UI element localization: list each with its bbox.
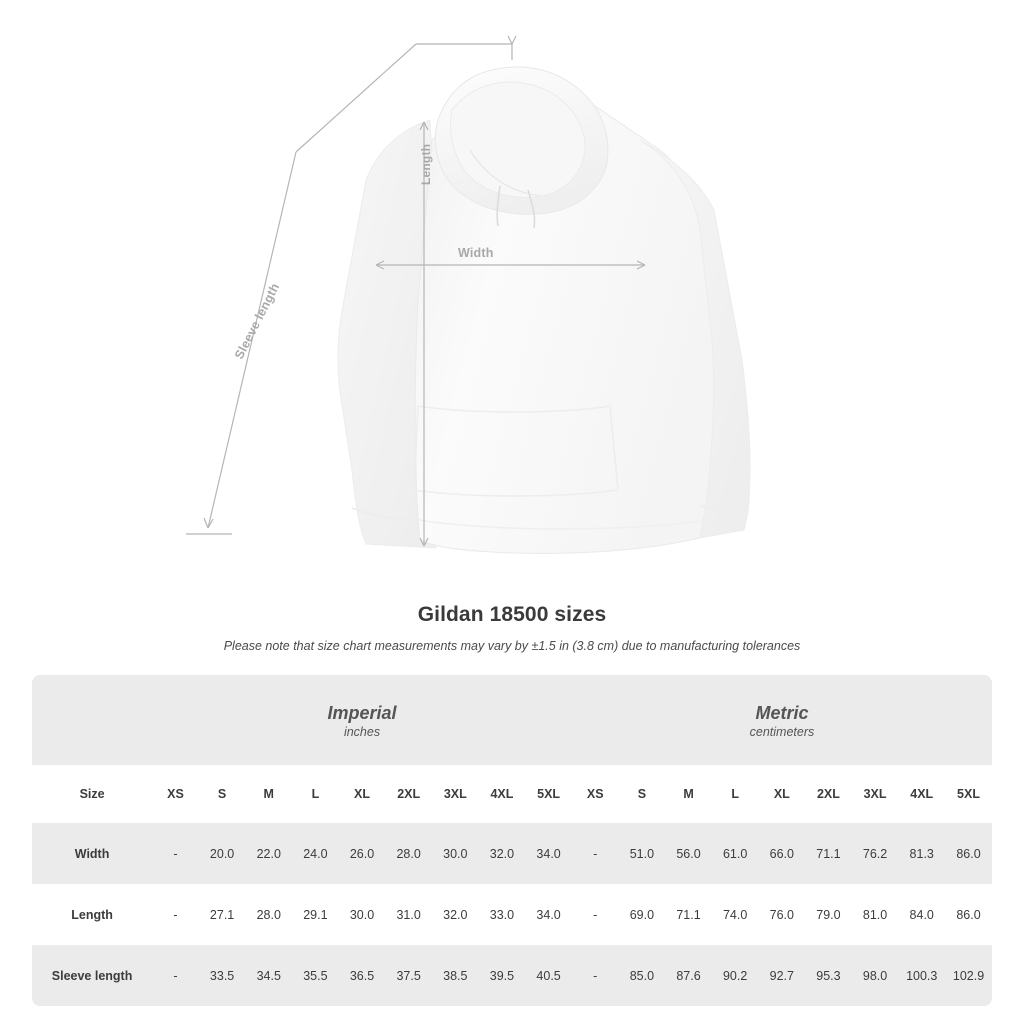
cell-sleeve-imperial-3xl: 38.5 bbox=[432, 945, 479, 1006]
cell-sleeve-imperial-l: 35.5 bbox=[292, 945, 339, 1006]
size-header-row bbox=[32, 765, 992, 823]
cell-width-imperial-s: 20.0 bbox=[199, 823, 246, 884]
cell-length-metric-3xl: 81.0 bbox=[852, 884, 899, 945]
cell-length-imperial-4xl: 33.0 bbox=[479, 884, 526, 945]
cell-sleeve-metric-2xl: 95.3 bbox=[805, 945, 852, 1006]
cell-sleeve-metric-3xl: 98.0 bbox=[852, 945, 899, 1006]
cell-length-imperial-l: 29.1 bbox=[292, 884, 339, 945]
cell-sleeve-metric-m: 87.6 bbox=[665, 945, 712, 1006]
cell-width-metric-xl: 66.0 bbox=[758, 823, 805, 884]
length-dimension-label: Length bbox=[419, 143, 433, 185]
cell-width-imperial-3xl: 30.0 bbox=[432, 823, 479, 884]
size-header-metric-m: M bbox=[665, 765, 712, 823]
unit-sub-imperial: inches bbox=[343, 725, 381, 740]
cell-sleeve-metric-xs: - bbox=[572, 945, 619, 1006]
size-header-imperial-2xl: 2XL bbox=[385, 765, 432, 823]
cell-width-metric-2xl: 71.1 bbox=[805, 823, 852, 884]
unit-name-imperial: Imperial bbox=[327, 702, 397, 723]
cell-length-imperial-m: 28.0 bbox=[245, 884, 292, 945]
size-header-label: Size bbox=[32, 765, 152, 823]
cell-length-imperial-2xl: 31.0 bbox=[385, 884, 432, 945]
cell-sleeve-metric-s: 85.0 bbox=[619, 945, 666, 1006]
cell-width-imperial-xs: - bbox=[152, 823, 199, 884]
cell-length-metric-5xl: 86.0 bbox=[945, 884, 992, 945]
size-table-wrapper bbox=[32, 675, 992, 1006]
cell-width-imperial-m: 22.0 bbox=[245, 823, 292, 884]
title-block bbox=[0, 603, 1024, 653]
table-row bbox=[32, 945, 992, 1006]
size-header-imperial-s: S bbox=[199, 765, 246, 823]
cell-width-metric-4xl: 81.3 bbox=[898, 823, 945, 884]
cell-length-metric-4xl: 84.0 bbox=[898, 884, 945, 945]
size-table bbox=[32, 675, 992, 1006]
size-header-metric-5xl: 5XL bbox=[945, 765, 992, 823]
cell-sleeve-metric-l: 90.2 bbox=[712, 945, 759, 1006]
size-header-metric-4xl: 4XL bbox=[898, 765, 945, 823]
page-title: Gildan 18500 sizes bbox=[417, 603, 607, 626]
tolerance-note: Please note that size chart measurements may vary by ±1.5 in (3.8 cm) due to manufacturing tolerances bbox=[223, 639, 801, 653]
table-row bbox=[32, 823, 992, 884]
unit-header-metric bbox=[572, 675, 992, 765]
cell-length-imperial-5xl: 34.0 bbox=[525, 884, 572, 945]
cell-width-metric-xs: - bbox=[572, 823, 619, 884]
cell-sleeve-imperial-2xl: 37.5 bbox=[385, 945, 432, 1006]
cell-sleeve-imperial-4xl: 39.5 bbox=[479, 945, 526, 1006]
unit-header-corner bbox=[32, 675, 152, 765]
cell-sleeve-imperial-m: 34.5 bbox=[245, 945, 292, 1006]
cell-width-metric-3xl: 76.2 bbox=[852, 823, 899, 884]
cell-width-imperial-2xl: 28.0 bbox=[385, 823, 432, 884]
sleeve-length-dimension-label: Sleeve length bbox=[232, 280, 283, 362]
size-header-metric-2xl: 2XL bbox=[805, 765, 852, 823]
cell-length-imperial-3xl: 32.0 bbox=[432, 884, 479, 945]
table-row bbox=[32, 884, 992, 945]
cell-length-imperial-xs: - bbox=[152, 884, 199, 945]
cell-width-metric-s: 51.0 bbox=[619, 823, 666, 884]
cell-sleeve-imperial-xs: - bbox=[152, 945, 199, 1006]
unit-header-imperial bbox=[152, 675, 572, 765]
cell-sleeve-imperial-s: 33.5 bbox=[199, 945, 246, 1006]
cell-width-imperial-xl: 26.0 bbox=[339, 823, 386, 884]
cell-length-metric-xl: 76.0 bbox=[758, 884, 805, 945]
size-header-imperial-l: L bbox=[292, 765, 339, 823]
unit-name-metric: Metric bbox=[755, 702, 809, 723]
cell-width-metric-l: 61.0 bbox=[712, 823, 759, 884]
size-header-metric-xl: XL bbox=[758, 765, 805, 823]
cell-length-imperial-xl: 30.0 bbox=[339, 884, 386, 945]
size-header-metric-l: L bbox=[712, 765, 759, 823]
cell-length-metric-s: 69.0 bbox=[619, 884, 666, 945]
cell-length-metric-m: 71.1 bbox=[665, 884, 712, 945]
cell-width-imperial-l: 24.0 bbox=[292, 823, 339, 884]
size-header-imperial-xl: XL bbox=[339, 765, 386, 823]
cell-length-metric-l: 74.0 bbox=[712, 884, 759, 945]
cell-length-metric-2xl: 79.0 bbox=[805, 884, 852, 945]
width-dimension-label: Width bbox=[458, 246, 494, 260]
row-label-width: Width bbox=[32, 823, 152, 884]
row-label-sleeve-length: Sleeve length bbox=[32, 945, 152, 1006]
cell-width-metric-5xl: 86.0 bbox=[945, 823, 992, 884]
size-header-metric-s: S bbox=[619, 765, 666, 823]
unit-sub-metric: centimeters bbox=[749, 725, 815, 740]
size-header-imperial-xs: XS bbox=[152, 765, 199, 823]
cell-width-imperial-5xl: 34.0 bbox=[525, 823, 572, 884]
cell-sleeve-metric-xl: 92.7 bbox=[758, 945, 805, 1006]
cell-length-metric-xs: - bbox=[572, 884, 619, 945]
cell-sleeve-metric-4xl: 100.3 bbox=[898, 945, 945, 1006]
size-header-metric-3xl: 3XL bbox=[852, 765, 899, 823]
size-header-imperial-3xl: 3XL bbox=[432, 765, 479, 823]
cell-sleeve-imperial-5xl: 40.5 bbox=[525, 945, 572, 1006]
size-header-metric-xs: XS bbox=[572, 765, 619, 823]
cell-length-imperial-s: 27.1 bbox=[199, 884, 246, 945]
cell-sleeve-imperial-xl: 36.5 bbox=[339, 945, 386, 1006]
size-header-imperial-4xl: 4XL bbox=[479, 765, 526, 823]
cell-width-metric-m: 56.0 bbox=[665, 823, 712, 884]
cell-width-imperial-4xl: 32.0 bbox=[479, 823, 526, 884]
cell-sleeve-metric-5xl: 102.9 bbox=[945, 945, 992, 1006]
row-label-length: Length bbox=[32, 884, 152, 945]
size-header-imperial-5xl: 5XL bbox=[525, 765, 572, 823]
unit-header-row bbox=[32, 675, 992, 765]
size-header-imperial-m: M bbox=[245, 765, 292, 823]
